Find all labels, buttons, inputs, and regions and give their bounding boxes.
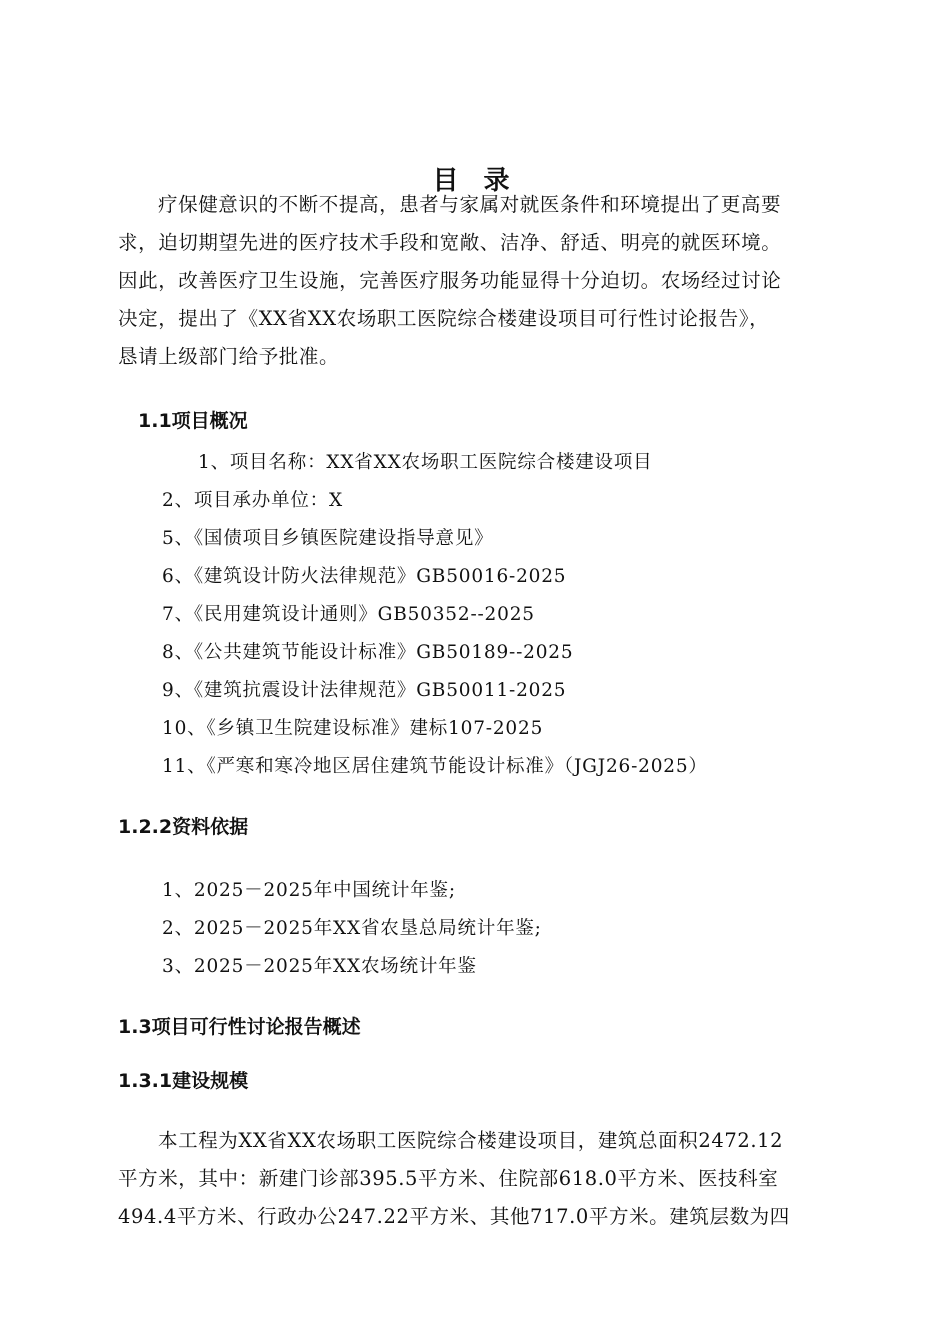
list-item: 1、2025－2025年中国统计年鉴; bbox=[162, 880, 456, 901]
section-heading-1-3-1: 1.3.1建设规模 bbox=[118, 1070, 249, 1092]
list-item: 9、《建筑抗震设计法律规范》GB50011-2025 bbox=[162, 680, 567, 701]
intro-line: 恳请上级部门给予批准。 bbox=[118, 345, 340, 368]
section-heading-1-1: 1.1项目概况 bbox=[138, 410, 248, 432]
intro-line: 因此，改善医疗卫生设施，完善医疗服务功能显得十分迫切。农场经过讨论 bbox=[118, 269, 782, 292]
section-heading-1-3: 1.3项目可行性讨论报告概述 bbox=[118, 1016, 361, 1038]
list-item: 1、项目名称：XX省XX农场职工医院综合楼建设项目 bbox=[198, 452, 653, 473]
intro-line: 决定，提出了《XX省XX农场职工医院综合楼建设项目可行性讨论报告》， bbox=[118, 307, 770, 330]
list-item: 8、《公共建筑节能设计标准》GB50189--2025 bbox=[162, 642, 574, 663]
scale-paragraph bbox=[118, 1122, 860, 1236]
body-line: 494.4平方米、行政办公247.22平方米、其他717.0平方米。建筑层数为四 bbox=[118, 1205, 790, 1228]
section-heading-1-2-2: 1.2.2资料依据 bbox=[118, 816, 249, 838]
list-item: 2、2025－2025年XX省农垦总局统计年鉴; bbox=[162, 918, 542, 939]
list-item: 7、《民用建筑设计通则》GB50352--2025 bbox=[162, 604, 535, 625]
list-item: 5、《国债项目乡镇医院建设指导意见》 bbox=[162, 528, 494, 549]
page-title: 目 录 bbox=[432, 166, 518, 196]
intro-paragraph bbox=[118, 186, 860, 376]
intro-line: 疗保健意识的不断不提高，患者与家属对就医条件和环境提出了更高要 bbox=[158, 193, 782, 216]
body-line: 平方米，其中：新建门诊部395.5平方米、住院部618.0平方米、医技科室 bbox=[118, 1167, 779, 1190]
list-item: 11、《严寒和寒冷地区居住建筑节能设计标准》（JGJ26-2025） bbox=[162, 756, 708, 777]
list-item: 6、《建筑设计防火法律规范》GB50016-2025 bbox=[162, 566, 567, 587]
list-item: 2、项目承办单位：X bbox=[162, 490, 343, 511]
body-line: 本工程为XX省XX农场职工医院综合楼建设项目，建筑总面积2472.12 bbox=[158, 1129, 784, 1152]
list-item: 10、《乡镇卫生院建设标准》建标107-2025 bbox=[162, 718, 544, 739]
list-item: 3、2025－2025年XX农场统计年鉴 bbox=[162, 956, 477, 977]
intro-line: 求，迫切期望先进的医疗技术手段和宽敞、洁净、舒适、明亮的就医环境。 bbox=[118, 231, 782, 254]
